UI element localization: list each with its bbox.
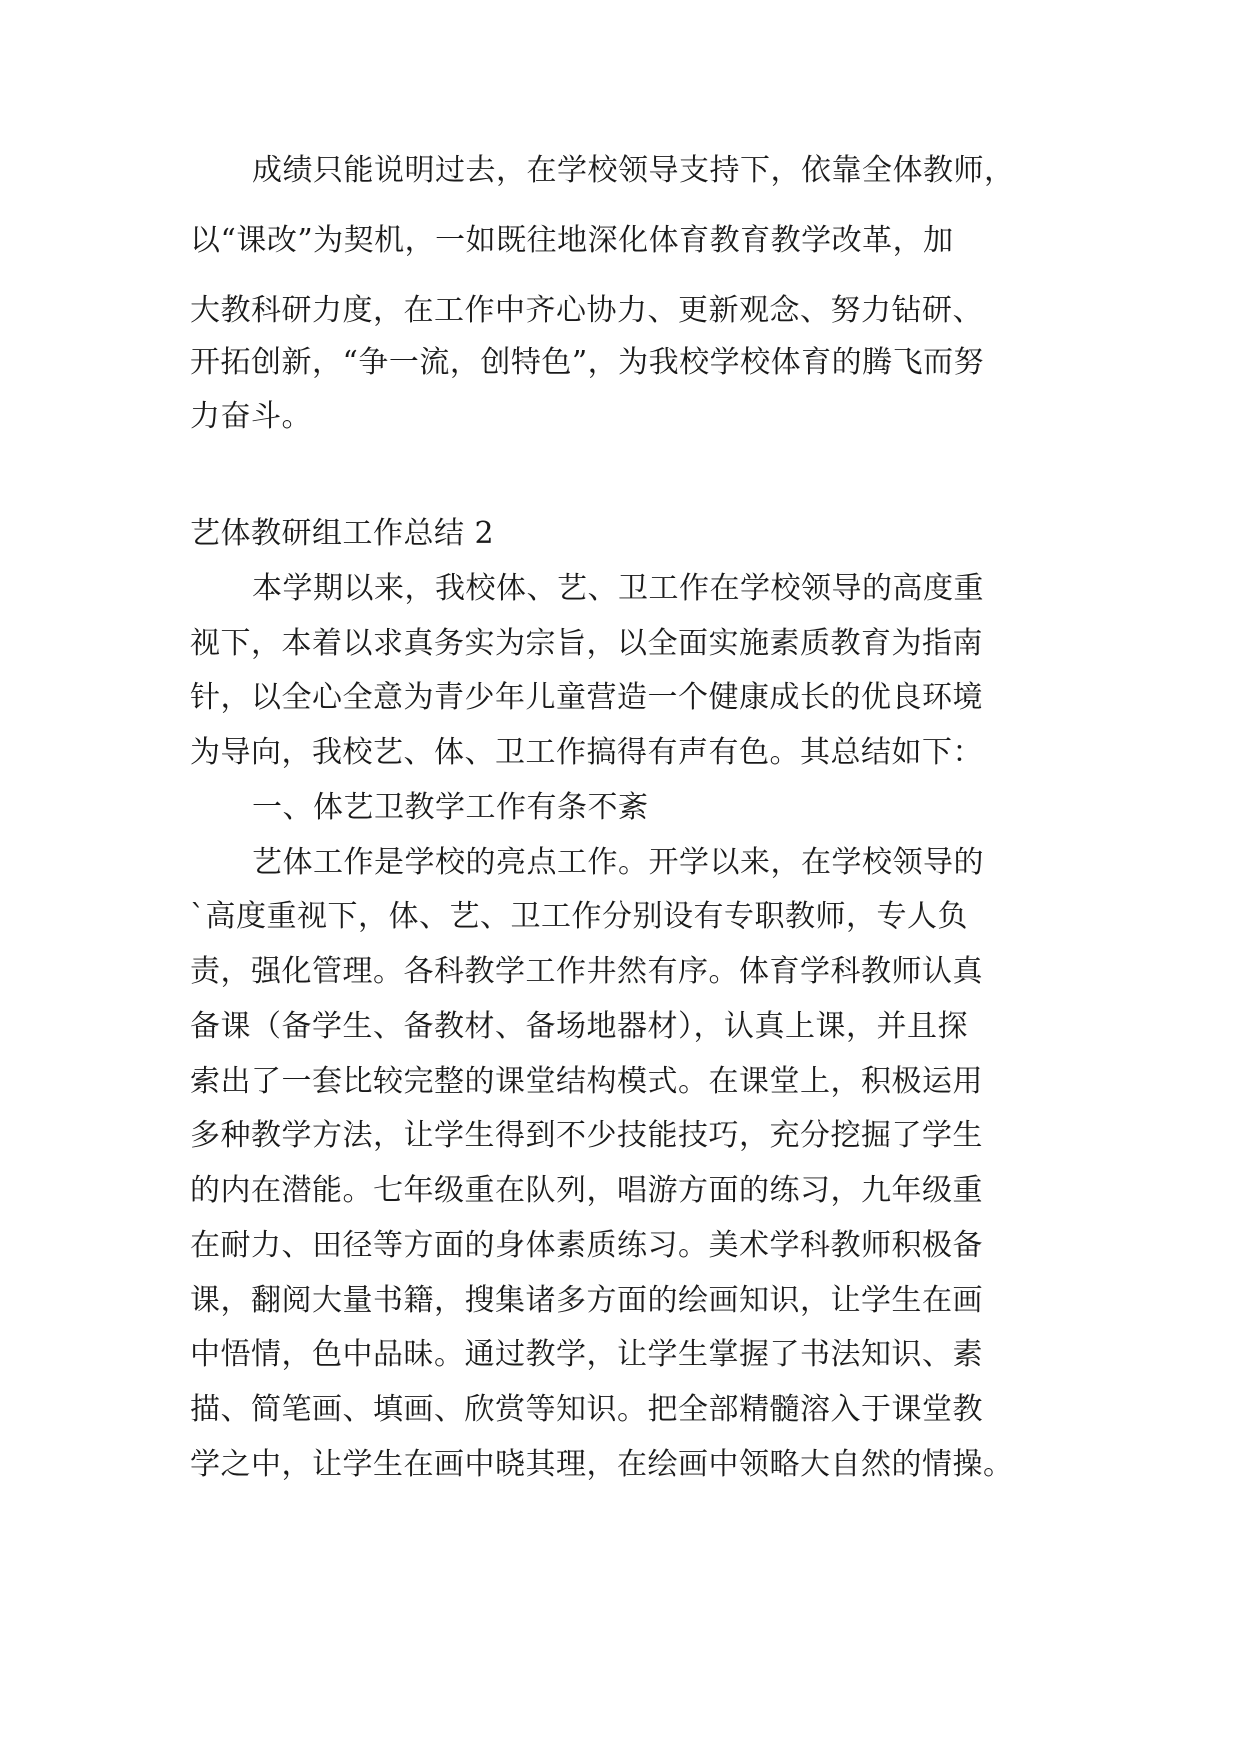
paragraph-line: `高度重视下，体、艺、卫工作分别设有专职教师，专人负 [190, 899, 968, 934]
paragraph-line: 针，以全心全意为青少年儿童营造一个健康成长的优良环境 [190, 680, 983, 715]
paragraph-line: 本学期以来，我校体、艺、卫工作在学校领导的高度重 [252, 571, 984, 606]
paragraph-line: 为导向，我校艺、体、卫工作搞得有声有色。其总结如下： [190, 735, 983, 770]
subheading: 一、体艺卫教学工作有条不紊 [252, 790, 649, 825]
paragraph-line: 学之中，让学生在画中晓其理，在绘画中领略大自然的情操。 [190, 1447, 1014, 1482]
paragraph-line: 艺体工作是学校的亮点工作。开学以来，在学校领导的 [252, 845, 984, 880]
paragraph-line: 力奋斗。 [190, 399, 312, 434]
paragraph-line: 以“课改”为契机，一如既往地深化体育教育教学改革，加 [190, 223, 954, 258]
paragraph-line: 开拓创新，“争一流，创特色”，为我校学校体育的腾飞而努 [190, 345, 985, 380]
paragraph-line: 描、简笔画、填画、欣赏等知识。把全部精髓溶入于课堂教 [190, 1392, 983, 1427]
paragraph-line: 责，强化管理。各科教学工作井然有序。体育学科教师认真 [190, 954, 983, 989]
paragraph-line: 视下，本着以求真务实为宗旨，以全面实施素质教育为指南 [190, 626, 983, 661]
paragraph-line: 索出了一套比较完整的课堂结构模式。在课堂上，积极运用 [190, 1064, 983, 1099]
paragraph-line: 多种教学方法，让学生得到不少技能技巧，充分挖掘了学生 [190, 1118, 983, 1153]
paragraph-line: 的内在潜能。七年级重在队列，唱游方面的练习，九年级重 [190, 1173, 983, 1208]
paragraph-line: 大教科研力度，在工作中齐心协力、更新观念、努力钻研、 [190, 293, 983, 328]
section-heading: 艺体教研组工作总结 2 [190, 516, 495, 551]
paragraph-line: 课，翻阅大量书籍，搜集诸多方面的绘画知识，让学生在画 [190, 1283, 983, 1318]
paragraph-line: 成绩只能说明过去，在学校领导支持下，依靠全体教师， [252, 153, 1015, 188]
paragraph-line: 中悟情，色中品昧。通过教学，让学生掌握了书法知识、素 [190, 1337, 983, 1372]
paragraph-line: 备课（备学生、备教材、备场地器材），认真上课，并且探 [190, 1009, 968, 1044]
paragraph-line: 在耐力、田径等方面的身体素质练习。美术学科教师积极备 [190, 1228, 983, 1263]
